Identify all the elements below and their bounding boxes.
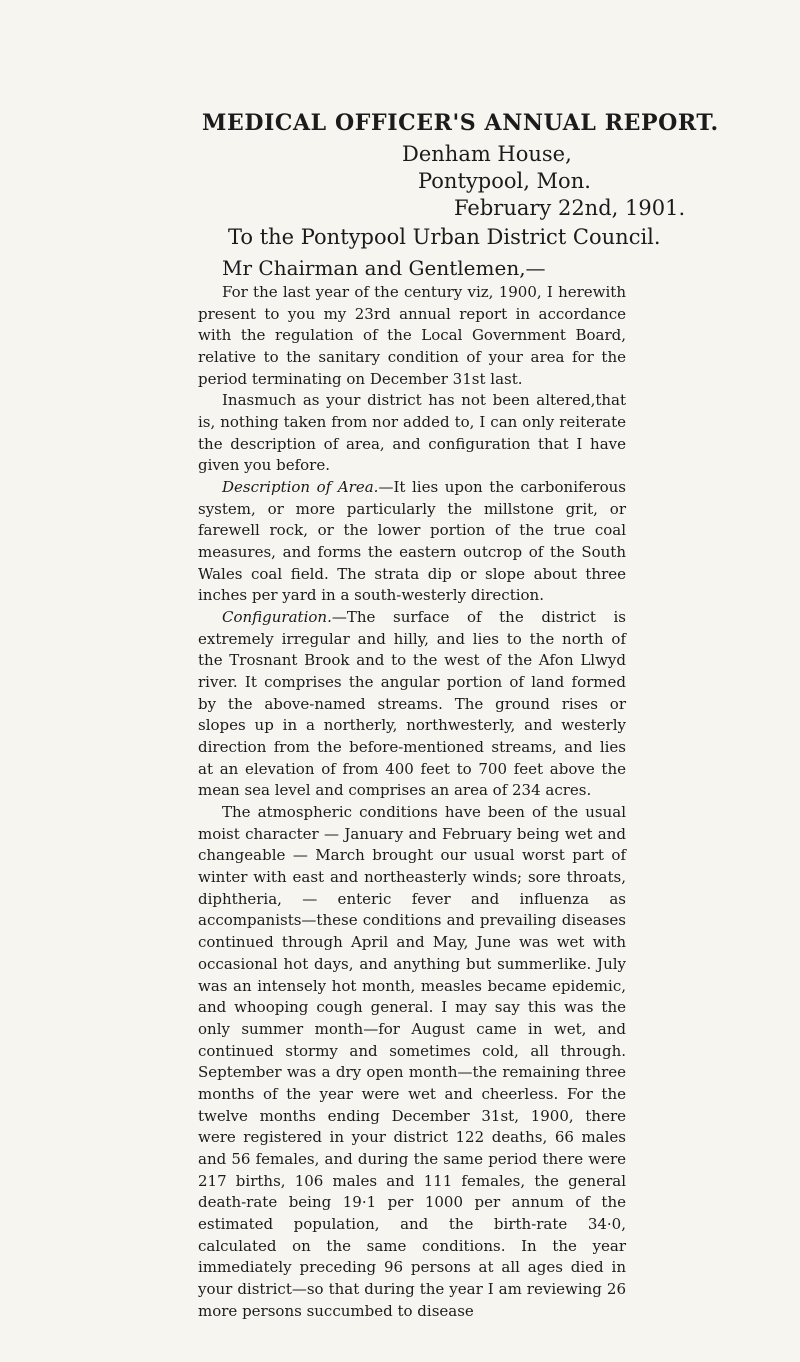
- paragraph-3: [198, 477, 626, 607]
- address-line-1: Denham House,: [402, 142, 572, 166]
- configuration-text: —The surface of the district is extremely irregular and hilly, and lies to the north of the Trosnant Brook and to the west of the Afon Llwyd river. It comprises the angular portion of land formed by the above-named streams. The ground rises or slopes up in a northerly, northwesterly, and westerly direction from the before-mentioned streams, and lies at an elevation of from 400 feet to 700 feet above the mean sea level and comprises an area of 234 acres.: [198, 608, 626, 800]
- description-heading: Description of Area.: [222, 478, 379, 497]
- report-body: [198, 282, 626, 1322]
- address-line-2: Pontypool, Mon.: [418, 169, 591, 193]
- address-date: February 22nd, 1901.: [454, 196, 686, 220]
- configuration-heading: Configuration.: [222, 608, 332, 627]
- paragraph-1: For the last year of the century viz, 1900, I herewith present to you my 23rd annual report in accordance with the regulation of the Local Government Board, relative to the sanitary condition of your area for the period terminating on December 31st last.: [198, 283, 626, 388]
- description-text: —It lies upon the carboniferous system, or more particularly the millstone grit, or farewell rock, or the lower portion of the true coal measures, and forms the eastern outcrop of the South Wales coal field. The strata dip or slope about three inches per yard in a south-westerly direction.: [198, 478, 626, 605]
- paragraph-2: Inasmuch as your district has not been altered,that is, nothing taken from nor added to, I can only reiterate the description of area, and configuration that I have given you before.: [198, 391, 626, 475]
- salutation: Mr Chairman and Gentlemen,—: [222, 256, 546, 280]
- report-title: MEDICAL OFFICER'S ANNUAL REPORT.: [202, 110, 719, 136]
- paragraph-4: [198, 607, 626, 802]
- addressee: To the Pontypool Urban District Council.: [228, 225, 661, 249]
- paragraph-5: The atmospheric conditions have been of the usual moist character — January and February being wet and changeable — March brought our usual worst part of winter with east and northeasterly winds; sore throats, diphtheria, — enteric fever and influenza as accompanists—these conditions and prevailing diseases continued through April and May, June was wet with occasional hot days, and anything but summerlike. July was an intensely hot month, measles became epidemic, and whooping cough general. I may say this was the only summer month—for August came in wet, and continued stormy and sometimes cold, all through. September was a dry open month—the remaining three months of the year were wet and cheerless. For the twelve months ending December 31st, 1900, there were registered in your district 122 deaths, 66 males and 56 females, and during the same period there were 217 births, 106 males and 111 females, the general death-rate being 19·1 per 1000 per annum of the estimated population, and the birth-rate 34·0, calculated on the same conditions. In the year immediately preceding 96 persons at all ages died in your district—so that during the year I am reviewing 26 more persons succumbed to disease: [198, 803, 626, 1320]
